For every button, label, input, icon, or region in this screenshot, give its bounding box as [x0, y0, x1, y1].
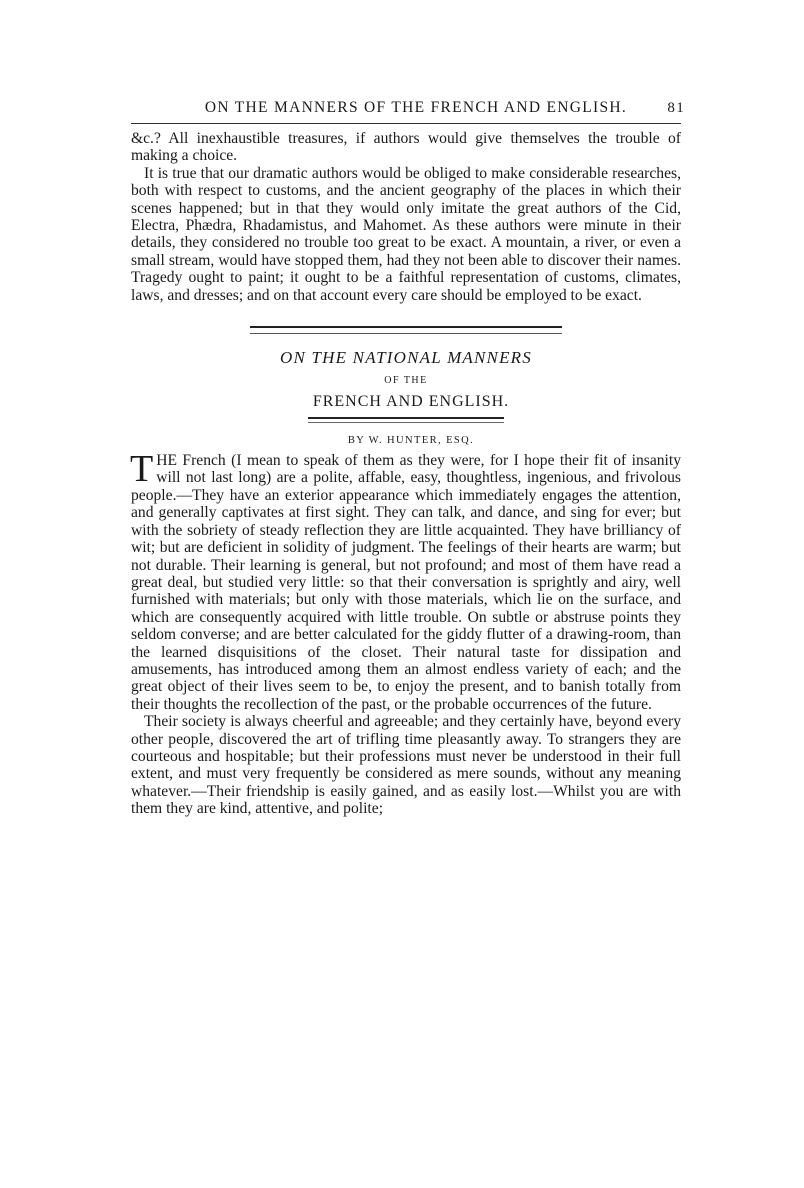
article-byline: BY W. HUNTER, ESQ. — [347, 435, 475, 447]
article-paragraph-text: HE French (I mean to speak of them as they were, for I hope their fit of insanity will not last long) are a polite, affable, easy, thoughtless, ingenious, and frivolous people.—They have an exterior appearance which immediately engages the attention, and generally captivates at first sight. They can talk, and dance, and sing for ever; but with the sobriety of steady reflection they are little acquainted. They have brilliancy of wit; but are deficient in solidity of judgment. The feelings of their hearts are warm; but not durable. Their learning is general, but not profound; and most of them have read a great deal, but studied very little: so that their conversation is sprightly and airy, well furnished with materials; but only with those materials, which lie on the surface, and which are consequently acquired with little trouble. On subtle or abstruse points they seldom converse; and are better calculated for the giddy flutter of a drawing-room, than the learned disquisitions of the closet. Their natural taste for dissipation and amusements, has introduced among them an almost endless variety of each; and the great object of their lives seem to be, to enjoy the present, and to banish totally from their thoughts the recollection of the past, or the probable occurrences of the future. — [131, 452, 681, 713]
header-rule — [131, 123, 681, 124]
book-page — [130, 96, 685, 818]
section-divider — [250, 326, 562, 334]
article-heading: ON THE NATIONAL MANNERS — [280, 348, 532, 368]
article-paragraph: Their society is always cheerful and agreeable; and they certainly have, beyond every other people, discovered the art of trifling time pleasantly away. To strangers they are courteous and hospitable; but their professions must never be understood in their full extent, and must very frequently be considered as mere sounds, without any meaning whatever.—Their friendship is easily gained, and as easily lost.—Whilst you are with them they are kind, attentive, and polite; — [131, 713, 681, 818]
page-number: 81 — [667, 100, 685, 116]
intro-paragraph: It is true that our dramatic authors would be obliged to make considerable researches, both with respect to customs, and the ancient geography of the places in which their scenes happened; but in that they would only imitate the great authors of the Cid, Electra, Phædra, Rhadamistus, and Mahomet. As these authors were minute in their details, they considered no trouble too great to be exact. A mountain, a river, or even a small stream, would have stopped them, had they not been able to discover their names. Tragedy ought to paint; it ought to be a faithful representation of customs, climates, laws, and dresses; and on that account every care should be employed to be exact. — [131, 164, 681, 304]
article-subheading: FRENCH AND ENGLISH. — [312, 393, 510, 411]
drop-cap: T — [130, 448, 154, 491]
running-head-title: ON THE MANNERS OF THE FRENCH AND ENGLISH. — [204, 99, 628, 116]
intro-text — [131, 130, 681, 304]
article-subheading-of: OF THE — [384, 375, 428, 387]
article-paragraph — [130, 448, 681, 713]
intro-paragraph: &c.? All inexhaustible treasures, if authors would give themselves the trouble of making a choice. — [131, 130, 681, 165]
running-head — [131, 96, 685, 120]
title-rule — [308, 417, 504, 423]
article-body — [130, 448, 681, 818]
